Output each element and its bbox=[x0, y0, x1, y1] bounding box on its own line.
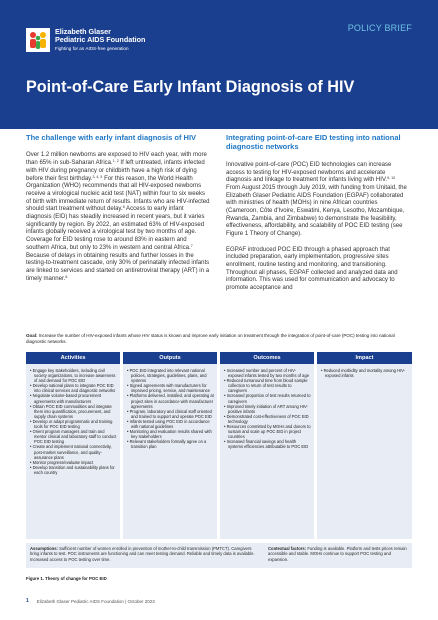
toc-item: • Develop transition and sustainability plans for each country bbox=[30, 465, 117, 475]
toc-column-outcomes bbox=[220, 352, 314, 539]
figure-caption: Figure 1. Theory of change for POC EID bbox=[26, 576, 107, 581]
section-heading-challenge: The challenge with early infant diagnosis of HIV bbox=[26, 133, 197, 142]
page-title: Point-of-Care Early Infant Diagnosis of HIV bbox=[26, 78, 355, 96]
toc-list-activities bbox=[30, 368, 117, 475]
toc-item: • Demonstrated cost-effectiveness of POC EID technology bbox=[224, 414, 311, 424]
left-column bbox=[26, 133, 210, 283]
toc-list-outcomes bbox=[224, 368, 311, 450]
toc-item: • Develop national plans to integrate POC EID into clinical services and diagnostic networks bbox=[30, 383, 117, 393]
toc-item: • Improved timely initiation of ART among HIV-positive infants bbox=[224, 404, 311, 414]
page-header bbox=[0, 0, 438, 129]
integrating-paragraph-1: Innovative point-of-care (POC) EID technologies can increase access to testing for HIV-exposed newborns and accelerate diagnosis and linkage to treatment for infants living with HIV.$^{9, 10}$ From August 2015 through July 2019, with funding from Unitaid, the Elizabeth Glaser Pediatric AIDS Foundation (EGPAF) collaborated with ministries of health (MOHs) in nine African countries (Cameroon, Côte d'Ivoire, Eswatini, Kenya, Lesotho, Mozambique, Rwanda, Zambia, and Zimbabwe) to demonstrate the feasibility, effectiveness, affordability, and scalability of POC EID testing (see Figure 1 Theory of Change). bbox=[226, 161, 407, 238]
section-heading-integrating: Integrating point-of-care EID testing into national diagnostic networks bbox=[226, 133, 401, 152]
toc-item: • Develop or adapt programmatic and training tools for POC EID testing bbox=[30, 419, 117, 429]
toc-item: • Platforms delivered, installed, and operating at project sites in accordance with manufacturer agreements bbox=[127, 393, 214, 408]
assumptions-box bbox=[26, 543, 412, 568]
challenge-paragraph: Over 1.2 million newborns are exposed to HIV each year, with more than 65% in sub-Saharan Africa.$^{1, 2}$ If left untreated, infants infected with HIV during pregnancy or childbirth have a high risk of dying before their first birthday.$^{3, 4, 5}$ For this reason, the World Health Organization (WHO) recommends that all HIV-exposed newborns receive a virological nucleic acid test (NAT) within four to six weeks of birth with immediate return of results. Infants who are HIV-infected should start treatment without delay.$^6$ Access to early infant diagnosis (EID) has steadily increased in recent years, but it varies significantly by region. By 2022, an estimated 63% of HIV-exposed infants globally received a virological test by two months of age. Coverage for EID testing rose to around 83% in eastern and southern Africa, but only to 23% in western and central Africa.$^7$ Because of delays in obtaining results and further losses in the testing-to-treatment cascade, only 30% of perinatally infected infants are linked to services and started on antiretroviral therapy (ART) in a timely manner.$^8$ bbox=[26, 152, 210, 282]
toc-item: • Monitor progress/evaluate impact bbox=[30, 460, 117, 465]
toc-item: • Create and implement national connectivity, post-market surveillance, and quality-assurance plans bbox=[30, 444, 117, 459]
integrating-paragraph-2: EGPAF introduced POC EID through a phased approach that included preparation, early implementation, progressive sites enrollment, routine testing and monitoring, and transitioning. Throughout all phases, EGPAF collected and analyzed data and information. This was used for communication and advocacy to promote acceptance and bbox=[226, 246, 398, 292]
figure-goal: Goal: Increase the number of HIV-exposed infants whose HIV status is known and improve early initiation on treatment through the integration of point-of-care (POC) testing into national diagnostic networks. bbox=[26, 333, 395, 344]
assumptions-text: Assumptions: Sufficient number of women enrolled in prevention of mother-to-child transmission (PMTCT). Caregivers bring infants to test. POC instruments are functioning and can meet testing demand. Reliable and timely data is available. Increased access to POC testing over time. bbox=[30, 546, 255, 562]
org-name-line1: Elizabeth Glaser bbox=[55, 27, 111, 36]
toc-list-impact bbox=[321, 368, 409, 378]
toc-header-outputs: Outputs bbox=[123, 352, 217, 364]
egpaf-logo bbox=[26, 28, 145, 52]
toc-column-outputs bbox=[123, 352, 217, 539]
toc-item: • Signed agreements with manufacturers for improved pricing, service, and maintenance bbox=[127, 383, 214, 393]
toc-item: • Resources committed by MOHs and donors to sustain and scale up POC EID in project countries bbox=[224, 424, 311, 439]
toc-header-impact: Impact bbox=[317, 352, 412, 364]
toc-item: • Program, laboratory and clinical staff oriented and trained to support and operate POC EID bbox=[127, 409, 214, 419]
toc-item: • Relevant stakeholders formally agree on a transition plan bbox=[127, 439, 214, 449]
right-column bbox=[226, 133, 410, 293]
page-number: 1 bbox=[26, 598, 29, 604]
doc-type-label: POLICY BRIEF bbox=[347, 23, 412, 33]
toc-item: • Monitoring and evaluation results shared with key stakeholders bbox=[127, 429, 214, 439]
toc-item: • Negotiate volume-based procurement agreements with manufacturers bbox=[30, 393, 117, 403]
toc-column-activities bbox=[26, 352, 120, 539]
toc-item: • Orient program managers and train and mentor clinical and laboratory staff to conduct POC EID testing bbox=[30, 429, 117, 444]
toc-column-impact bbox=[317, 352, 412, 539]
toc-item: • Reduced turnaround time from blood sample collection to return of test results to caregivers bbox=[224, 378, 311, 393]
page-footer bbox=[26, 598, 155, 604]
contextual-factors-text: Contextual factors: Funding is available. Platform and tests prices remain accessible and stable. MOHs continue to support POC testing and expansion. bbox=[268, 546, 407, 562]
toc-item: • Increased proportion of test results returned to caregivers bbox=[224, 393, 311, 403]
toc-item: • POC EID integrated into relevant national policies, strategies, guidelines, plans, and systems bbox=[127, 368, 214, 383]
children-logo-icon bbox=[26, 28, 50, 52]
toc-item: • Increased financial savings and health systems efficiencies attributable to POC EID bbox=[224, 439, 311, 449]
toc-item: • Obtain POC EID commodities and integrate them into quantification, procurement, and supply chain systems bbox=[30, 404, 117, 419]
toc-header-outcomes: Outcomes bbox=[220, 352, 314, 364]
toc-item: • Infants tested using POC EID in accordance with national guidelines bbox=[127, 419, 214, 429]
toc-header-activities: Activities bbox=[26, 352, 120, 364]
org-name-line2: Pediatric AIDS Foundation bbox=[55, 35, 146, 45]
toc-item: • Reduced morbidity and mortality among HIV-exposed infants bbox=[321, 368, 409, 378]
toc-item: • Increased number and percent of HIV-exposed infants tested by two months of age bbox=[224, 368, 311, 378]
org-tagline: Fighting for an AIDS-free generation bbox=[55, 45, 129, 51]
footer-text: Elizabeth Glaser Pediatric AIDS Foundation | October 2023 bbox=[36, 598, 155, 604]
toc-list-outputs bbox=[127, 368, 214, 450]
toc-item: • Engage key stakeholders, including civil society organizations, to increase awareness of and demand for POC EID bbox=[30, 368, 117, 383]
